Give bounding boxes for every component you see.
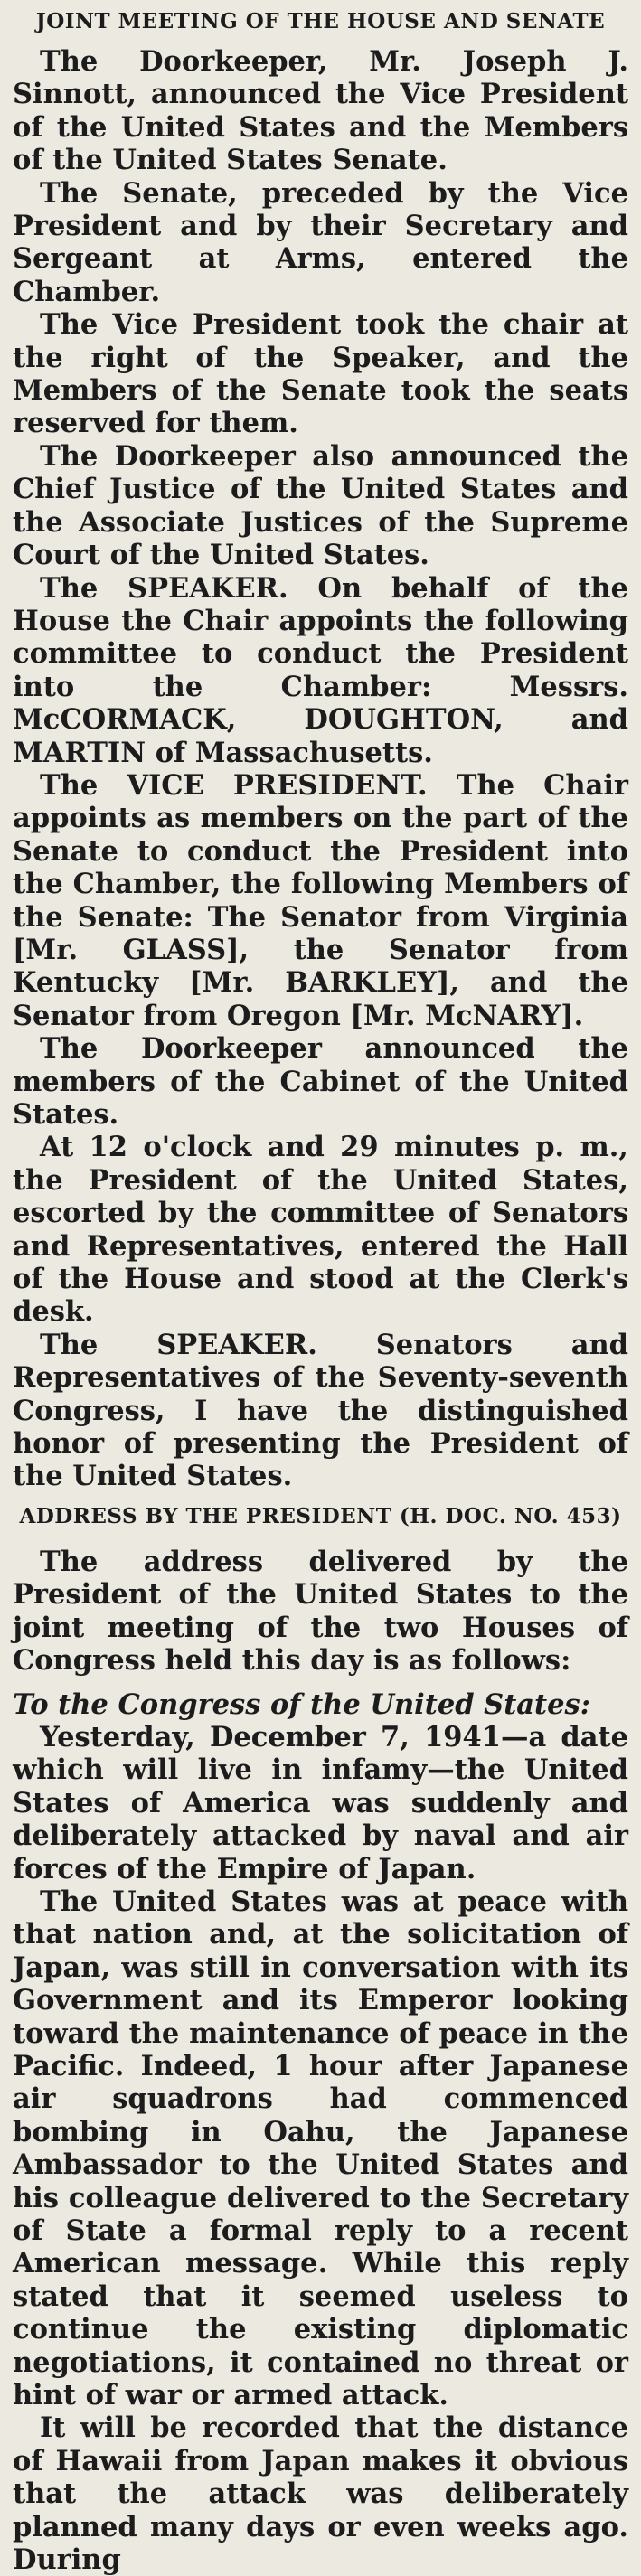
paragraph: The Vice President took the chair at the right of the Speaker, and the Members of the Senate took the seats reserved for them. bbox=[13, 308, 628, 440]
paragraph: The Senate, preceded by the Vice President and by their Secretary and Sergeant at Arms, entered the Chamber. bbox=[13, 176, 628, 308]
paragraph: The Doorkeeper, Mr. Joseph J. Sinnott, announced the Vice President of the United States and the Members of the United States Senate. bbox=[13, 45, 628, 177]
salutation: To the Congress of the United States: bbox=[13, 1688, 590, 1721]
paragraph: The VICE PRESIDENT. The Chair appoints as members on the part of the Senate to conduct the President into the Chamber, the following Members of the Senate: The Senator from Virginia [Mr. GLASS], the Senator from Kentucky [Mr. BARKLEY], and the Senator from Oregon [Mr. McNARY]. bbox=[13, 768, 628, 1032]
section-heading: JOINT MEETING OF THE HOUSE AND SENATE bbox=[35, 9, 606, 33]
spacer bbox=[13, 1678, 628, 1681]
paragraph: The Doorkeeper announced the members of the Cabinet of the United States. bbox=[13, 1032, 628, 1131]
paragraph: At 12 o'clock and 29 minutes p. m., the President of the United States, escorted by the committee of Senators and Representatives, entered the Hall of the House and stood at the Clerk's desk. bbox=[13, 1131, 628, 1329]
intro-paragraph: The address delivered by the President of the United States to the joint meeting of the two Houses of Congress held this day is as follows: bbox=[13, 1545, 628, 1678]
paragraph: It will be recorded that the distance of Hawaii from Japan makes it obvious that the attack was deliberately planned many days or even weeks ago. During bbox=[13, 2411, 628, 2576]
paragraph: The SPEAKER. On behalf of the House the Chair appoints the following committee to conduct the President into the Chamber: Messrs. McCORMACK, DOUGHTON, and MARTIN of Massachusetts. bbox=[13, 571, 628, 769]
address-heading: ADDRESS BY THE PRESIDENT (H. DOC. NO. 453) bbox=[19, 1503, 622, 1528]
paragraph: The United States was at peace with that nation and, at the solicitation of Japan, was still in conversation with its Government and its Emperor looking toward the maintenance of peace in the Pacific. Indeed, 1 hour after Japanese air squadrons had commenced bombing in Oahu, the Japanese Ambassador to the United States and his colleague delivered to the Secretary of State a formal reply to a recent American message. While this reply stated that it seemed useless to continue the existing diplomatic negotiations, it contained no threat or hint of war or armed attack. bbox=[13, 1885, 628, 2412]
paragraph: Yesterday, December 7, 1941—a date which will live in infamy—the United States of America was suddenly and deliberately attacked by naval and air forces of the Empire of Japan. bbox=[13, 1720, 628, 1885]
paragraph: The SPEAKER. Senators and Representatives of the Seventy-seventh Congress, I have the distinguished honor of presenting the President of the United States. bbox=[13, 1328, 628, 1493]
paragraph: The Doorkeeper also announced the Chief Justice of the United States and the Associate Justices of the Supreme Court of the United States. bbox=[13, 439, 628, 572]
